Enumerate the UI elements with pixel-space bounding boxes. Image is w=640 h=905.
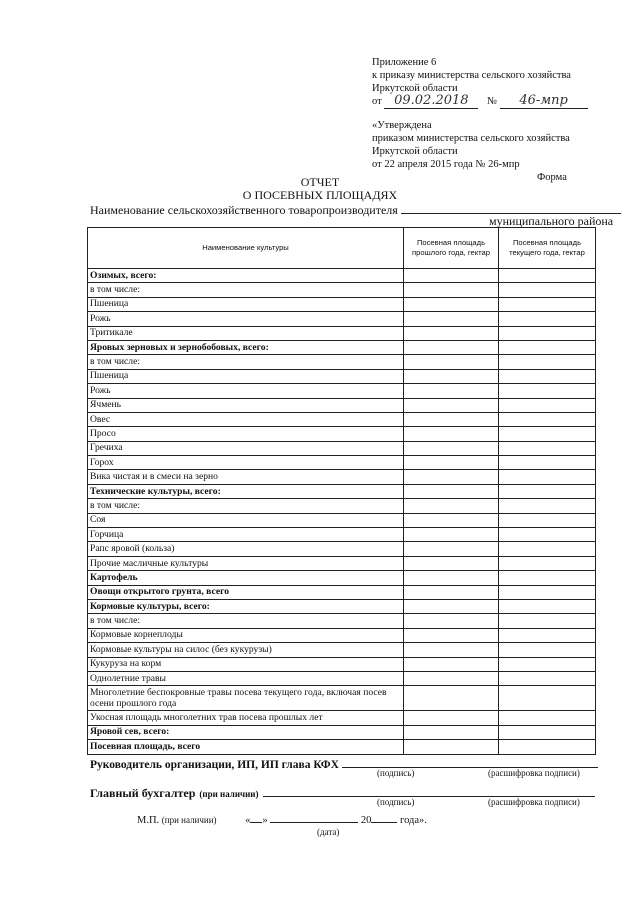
header-area-current-year: Посевная площадь текущего года, гектар xyxy=(499,228,596,269)
table-row xyxy=(88,657,596,671)
area-last-year-cell[interactable] xyxy=(404,456,499,470)
area-current-year-cell[interactable] xyxy=(499,369,596,383)
crop-name-cell: Укосная площадь многолетних трав посева прошлых лет xyxy=(88,711,404,725)
table-row xyxy=(88,671,596,685)
area-last-year-cell[interactable] xyxy=(404,657,499,671)
report-subtitle: О ПОСЕВНЫХ ПЛОЩАДЯХ xyxy=(242,188,398,202)
area-current-year-cell[interactable] xyxy=(499,484,596,498)
crop-name-cell: в том числе: xyxy=(88,355,404,369)
table-row xyxy=(88,470,596,484)
table-row xyxy=(88,427,596,441)
area-current-year-cell[interactable] xyxy=(499,556,596,570)
area-last-year-cell[interactable] xyxy=(404,599,499,613)
area-last-year-cell[interactable] xyxy=(404,711,499,725)
area-last-year-cell[interactable] xyxy=(404,398,499,412)
area-last-year-cell[interactable] xyxy=(404,614,499,628)
form-label: Форма xyxy=(537,172,567,183)
area-current-year-cell[interactable] xyxy=(499,686,596,711)
table-row xyxy=(88,484,596,498)
table-row xyxy=(88,326,596,340)
area-last-year-cell[interactable] xyxy=(404,585,499,599)
crop-name-cell: Кормовые культуры на силос (без кукурузы) xyxy=(88,643,404,657)
year-field[interactable] xyxy=(371,812,397,823)
crop-name-cell: Пшеница xyxy=(88,297,404,311)
crop-name-cell: Прочие масличные культуры xyxy=(88,556,404,570)
table-row xyxy=(88,711,596,725)
head-label: Руководитель организации, ИП, ИП глава КФХ xyxy=(90,759,339,771)
area-last-year-cell[interactable] xyxy=(404,484,499,498)
crop-name-cell: Технические культуры, всего: xyxy=(88,484,404,498)
table-row xyxy=(88,441,596,455)
accountant-signature-field[interactable] xyxy=(263,785,595,797)
table-row xyxy=(88,628,596,642)
crop-name-cell: Многолетние беспокровные травы посева текущего года, включая посев осени прошлого года xyxy=(88,686,404,711)
area-current-year-cell[interactable] xyxy=(499,657,596,671)
area-current-year-cell[interactable] xyxy=(499,456,596,470)
area-current-year-cell[interactable] xyxy=(499,740,596,754)
crop-name-cell: Яровой сев, всего: xyxy=(88,725,404,739)
area-last-year-cell[interactable] xyxy=(404,513,499,527)
area-last-year-cell[interactable] xyxy=(404,427,499,441)
area-last-year-cell[interactable] xyxy=(404,740,499,754)
area-current-year-cell[interactable] xyxy=(499,398,596,412)
report-title: ОТЧЕТ xyxy=(300,175,340,189)
table-row xyxy=(88,542,596,556)
area-last-year-cell[interactable] xyxy=(404,643,499,657)
crop-name-cell: Картофель xyxy=(88,571,404,585)
area-current-year-cell[interactable] xyxy=(499,312,596,326)
area-last-year-cell[interactable] xyxy=(404,283,499,297)
table-header-row xyxy=(88,228,596,269)
area-current-year-cell[interactable] xyxy=(499,628,596,642)
crop-name-cell: Соя xyxy=(88,513,404,527)
date-caption: (дата) xyxy=(317,827,340,837)
crop-name-cell: Рожь xyxy=(88,312,404,326)
table-row xyxy=(88,456,596,470)
area-current-year-cell[interactable] xyxy=(499,355,596,369)
area-current-year-cell[interactable] xyxy=(499,499,596,513)
area-current-year-cell[interactable] xyxy=(499,614,596,628)
area-current-year-cell[interactable] xyxy=(499,384,596,398)
stamp-label: М.П. xyxy=(137,815,160,826)
crop-name-cell: Ячмень xyxy=(88,398,404,412)
area-current-year-cell[interactable] xyxy=(499,528,596,542)
accountant-decode-caption: (расшифровка подписи) xyxy=(488,797,580,807)
area-current-year-cell[interactable] xyxy=(499,585,596,599)
crop-name-cell: Кукуруза на корм xyxy=(88,657,404,671)
area-current-year-cell[interactable] xyxy=(499,643,596,657)
area-last-year-cell[interactable] xyxy=(404,542,499,556)
table-row xyxy=(88,513,596,527)
header-crop-name: Наименование культуры xyxy=(88,228,404,269)
table-row xyxy=(88,614,596,628)
area-current-year-cell[interactable] xyxy=(499,671,596,685)
crop-name-cell: Озимых, всего: xyxy=(88,269,404,283)
area-last-year-cell[interactable] xyxy=(404,441,499,455)
head-signature-field[interactable] xyxy=(342,756,598,768)
crop-name-cell: Гречиха xyxy=(88,441,404,455)
stamp-note: (при наличии) xyxy=(161,815,217,825)
area-last-year-cell[interactable] xyxy=(404,628,499,642)
approval-line3: Иркутской области xyxy=(372,146,458,157)
area-last-year-cell[interactable] xyxy=(404,571,499,585)
table-row xyxy=(88,556,596,570)
crops-table xyxy=(87,227,596,755)
crop-name-cell: Яровых зерновых и зернобобовых, всего: xyxy=(88,340,404,354)
appendix-line3: Иркутской области xyxy=(372,83,458,94)
crop-name-cell: в том числе: xyxy=(88,614,404,628)
area-last-year-cell[interactable] xyxy=(404,725,499,739)
area-current-year-cell[interactable] xyxy=(499,427,596,441)
table-row xyxy=(88,643,596,657)
area-last-year-cell[interactable] xyxy=(404,312,499,326)
crop-name-cell: Овощи открытого грунта, всего xyxy=(88,585,404,599)
accountant-note: (при наличии) xyxy=(199,789,259,799)
table-row xyxy=(88,340,596,354)
table-row xyxy=(88,297,596,311)
area-last-year-cell[interactable] xyxy=(404,470,499,484)
appendix-line1: Приложение 6 xyxy=(372,57,437,68)
table-row xyxy=(88,369,596,383)
area-last-year-cell[interactable] xyxy=(404,499,499,513)
area-current-year-cell[interactable] xyxy=(499,340,596,354)
appendix-line2: к приказу министерства сельского хозяйства xyxy=(372,70,571,81)
producer-field[interactable] xyxy=(401,202,621,214)
crop-name-cell: Тритикале xyxy=(88,326,404,340)
header-area-last-year: Посевная площадь прошлого года, гектар xyxy=(404,228,499,269)
day-field[interactable] xyxy=(250,812,262,823)
table-row xyxy=(88,355,596,369)
area-last-year-cell[interactable] xyxy=(404,269,499,283)
crop-name-cell: в том числе: xyxy=(88,283,404,297)
area-current-year-cell[interactable] xyxy=(499,599,596,613)
table-row xyxy=(88,384,596,398)
crop-name-cell: в том числе: xyxy=(88,499,404,513)
crop-name-cell: Посевная площадь, всего xyxy=(88,740,404,754)
table-row xyxy=(88,398,596,412)
date-close-quote: » xyxy=(262,815,268,826)
date-prefix: от xyxy=(372,96,382,107)
table-row xyxy=(88,686,596,711)
year-suffix: года». xyxy=(400,815,427,826)
approval-line4: от 22 апреля 2015 года № 26-мпр xyxy=(372,159,520,170)
area-current-year-cell[interactable] xyxy=(499,297,596,311)
table-row xyxy=(88,740,596,754)
appendix-date-row xyxy=(372,93,588,109)
area-last-year-cell[interactable] xyxy=(404,556,499,570)
crop-name-cell: Однолетние травы xyxy=(88,671,404,685)
month-field[interactable] xyxy=(270,812,358,823)
approval-line2: приказом министерства сельского хозяйства xyxy=(372,133,570,144)
crop-name-cell: Рапс яровой (кольза) xyxy=(88,542,404,556)
head-decode-caption: (расшифровка подписи) xyxy=(488,768,580,778)
accountant-sign-caption: (подпись) xyxy=(377,797,415,807)
area-current-year-cell[interactable] xyxy=(499,571,596,585)
crop-name-cell: Вика чистая и в смеси на зерно xyxy=(88,470,404,484)
head-sign-caption: (подпись) xyxy=(377,768,415,778)
area-current-year-cell[interactable] xyxy=(499,412,596,426)
area-last-year-cell[interactable] xyxy=(404,412,499,426)
area-last-year-cell[interactable] xyxy=(404,528,499,542)
table-row xyxy=(88,269,596,283)
crop-name-cell: Пшеница xyxy=(88,369,404,383)
crops-table-body xyxy=(88,228,596,755)
area-current-year-cell[interactable] xyxy=(499,711,596,725)
table-row xyxy=(88,499,596,513)
accountant-label: Главный бухгалтер xyxy=(90,786,196,800)
area-current-year-cell[interactable] xyxy=(499,283,596,297)
handwritten-number: 46-мпр xyxy=(500,93,588,109)
area-last-year-cell[interactable] xyxy=(404,340,499,354)
district-label: муниципального района xyxy=(489,214,614,228)
area-last-year-cell[interactable] xyxy=(404,326,499,340)
area-current-year-cell[interactable] xyxy=(499,542,596,556)
crop-name-cell: Рожь xyxy=(88,384,404,398)
crop-name-cell: Горчица xyxy=(88,528,404,542)
area-last-year-cell[interactable] xyxy=(404,369,499,383)
area-last-year-cell[interactable] xyxy=(404,297,499,311)
number-prefix: № xyxy=(486,96,497,107)
handwritten-date: 09.02.2018 xyxy=(384,93,478,109)
crop-name-cell: Просо xyxy=(88,427,404,441)
crop-name-cell: Горох xyxy=(88,456,404,470)
year-prefix: 20 xyxy=(360,815,372,826)
area-current-year-cell[interactable] xyxy=(499,441,596,455)
crop-name-cell: Овес xyxy=(88,412,404,426)
area-last-year-cell[interactable] xyxy=(404,384,499,398)
table-row xyxy=(88,725,596,739)
producer-label: Наименование сельскохозяйственного товаропроизводителя xyxy=(90,203,398,217)
area-last-year-cell[interactable] xyxy=(404,671,499,685)
area-current-year-cell[interactable] xyxy=(499,269,596,283)
crop-name-cell: Кормовые культуры, всего: xyxy=(88,599,404,613)
area-current-year-cell[interactable] xyxy=(499,326,596,340)
table-row xyxy=(88,283,596,297)
date-open-quote: « xyxy=(245,815,251,826)
area-last-year-cell[interactable] xyxy=(404,686,499,711)
table-row xyxy=(88,312,596,326)
area-current-year-cell[interactable] xyxy=(499,513,596,527)
approval-line1: «Утверждена xyxy=(372,120,432,131)
table-row xyxy=(88,412,596,426)
area-last-year-cell[interactable] xyxy=(404,355,499,369)
area-current-year-cell[interactable] xyxy=(499,725,596,739)
table-row xyxy=(88,528,596,542)
table-row xyxy=(88,571,596,585)
table-row xyxy=(88,585,596,599)
table-row xyxy=(88,599,596,613)
crop-name-cell: Кормовые корнеплоды xyxy=(88,628,404,642)
stamp-row xyxy=(137,812,427,826)
area-current-year-cell[interactable] xyxy=(499,470,596,484)
